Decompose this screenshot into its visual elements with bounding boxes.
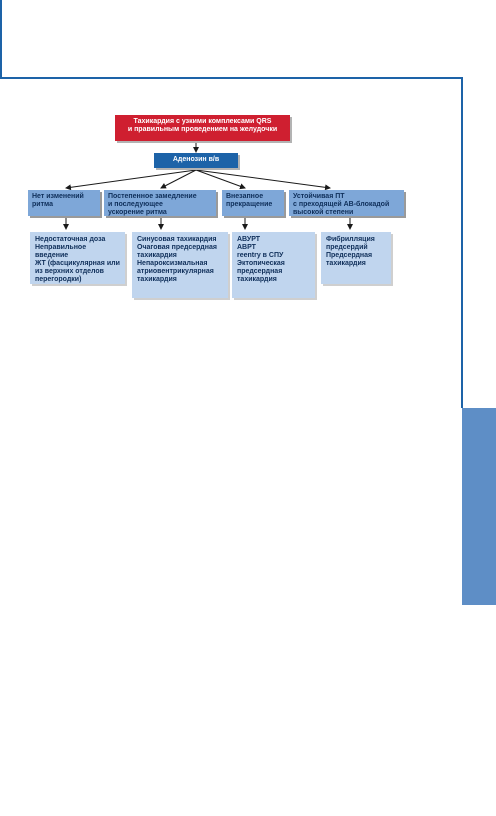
outcome-abrupt-termination: АВУРТ АВРТ reentry в СПУ Эктопическая предсердная тахикардия	[232, 232, 315, 298]
response-persistent-tachycardia: Устойчивая ПТ с преходящей АВ-блокадой высокой степени	[289, 190, 404, 216]
outcome-no-change: Недостаточная доза Неправильное введение ЖТ (фасцикулярная или из верхних отделов перегородки)	[30, 232, 125, 284]
outcome-persistent-tachycardia: Фибрилляция предсердий Предсердная тахикардия	[321, 232, 391, 284]
response-gradual-slowing: Постепенное замедление и последующее ускорение ритма	[104, 190, 216, 216]
arrow-adenosine-to-branch-4	[196, 170, 330, 188]
outcome-gradual-slowing: Синусовая тахикардия Очаговая предсердная тахикардия Непароксизмальная атриовентрикулярная тахикардия	[132, 232, 228, 298]
response-no-change: Нет изменений ритма	[28, 190, 100, 216]
adenosine-node: Аденозин в/в	[154, 153, 238, 168]
response-abrupt-termination: Внезапное прекращение	[222, 190, 284, 216]
arrow-adenosine-to-branch-1	[66, 170, 196, 188]
root-node: Тахикардия с узкими комплексами QRS и правильным проведением на желудочки	[115, 115, 290, 141]
arrow-adenosine-to-branch-3	[196, 170, 245, 188]
